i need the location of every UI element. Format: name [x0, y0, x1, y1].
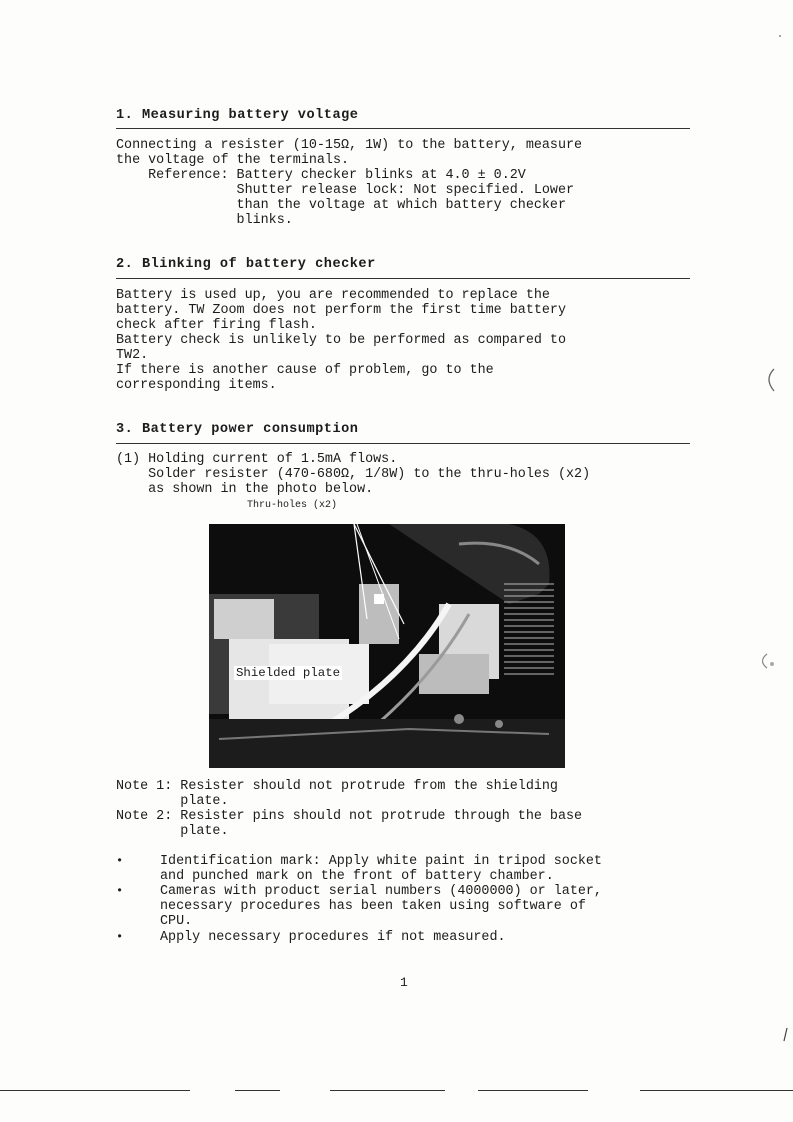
shielded-plate-label: Shielded plate: [236, 666, 341, 680]
section-3-rule: [116, 443, 690, 444]
bottom-rule-segment: [0, 1090, 190, 1091]
bullet-line: necessary procedures has been taken using software of: [160, 899, 586, 914]
section-2-line: Battery check is unlikely to be performed as compared to: [116, 333, 566, 348]
section-1-title: 1. Measuring battery voltage: [116, 108, 359, 123]
section-2-rule: [116, 278, 690, 279]
section-1-line: Reference: Battery checker blinks at 4.0 ± 0.2V: [116, 168, 526, 183]
note-line: Note 1: Resister should not protrude from the shielding: [116, 779, 558, 794]
section-3-line: as shown in the photo below.: [116, 482, 374, 497]
section-1-line: Connecting a resister (10-15Ω, 1W) to the battery, measure: [116, 138, 583, 153]
margin-scan-mark: [775, 30, 785, 42]
bullet-dot: •: [116, 884, 124, 898]
bottom-rule-segment: [478, 1090, 588, 1091]
bullet-line: Cameras with product serial numbers (4000000) or later,: [160, 884, 602, 899]
section-2-line: battery. TW Zoom does not perform the first time battery: [116, 303, 566, 318]
note-line: Note 2: Resister pins should not protrude through the base: [116, 809, 583, 824]
margin-scan-mark: [760, 365, 780, 395]
section-1-line: the voltage of the terminals.: [116, 153, 350, 168]
section-2-line: corresponding items.: [116, 378, 277, 393]
bullet-dot: •: [116, 930, 124, 944]
note-line: plate.: [116, 824, 229, 839]
section-2-title: 2. Blinking of battery checker: [116, 257, 376, 272]
bullet-line: CPU.: [160, 914, 193, 929]
section-2-line: check after firing flash.: [116, 318, 317, 333]
bottom-rule-segment: [640, 1090, 793, 1091]
bullet-line: Identification mark: Apply white paint in tripod socket: [160, 854, 602, 869]
section-2-line: If there is another cause of problem, go to the: [116, 363, 494, 378]
note-line: plate.: [116, 794, 229, 809]
section-1-rule: [116, 128, 690, 129]
section-2-line: Battery is used up, you are recommended to replace the: [116, 288, 550, 303]
section-3-title: 3. Battery power consumption: [116, 422, 359, 437]
bottom-rule-segment: [235, 1090, 280, 1091]
section-3-line: Solder resister (470-680Ω, 1/8W) to the thru-holes (x2): [116, 467, 591, 482]
circuit-board-illustration: [209, 524, 565, 768]
section-3-line: (1) Holding current of 1.5mA flows.: [116, 452, 398, 467]
circuit-board-photo: [209, 524, 565, 768]
thru-holes-callout: Thru-holes (x2): [247, 500, 338, 511]
bottom-rule-segment: [330, 1090, 445, 1091]
page-number: 1: [400, 975, 408, 990]
bullet-dot: •: [116, 854, 124, 868]
section-2-line: TW2.: [116, 348, 149, 363]
margin-scan-mark: [780, 1025, 790, 1045]
margin-scan-mark: [755, 650, 780, 675]
section-1-line: than the voltage at which battery checker: [116, 198, 566, 213]
section-1-line: Shutter release lock: Not specified. Lower: [116, 183, 575, 198]
bullet-line: and punched mark on the front of battery chamber.: [160, 869, 554, 884]
section-1-line: blinks.: [116, 213, 293, 228]
bullet-line: Apply necessary procedures if not measured.: [160, 930, 506, 945]
